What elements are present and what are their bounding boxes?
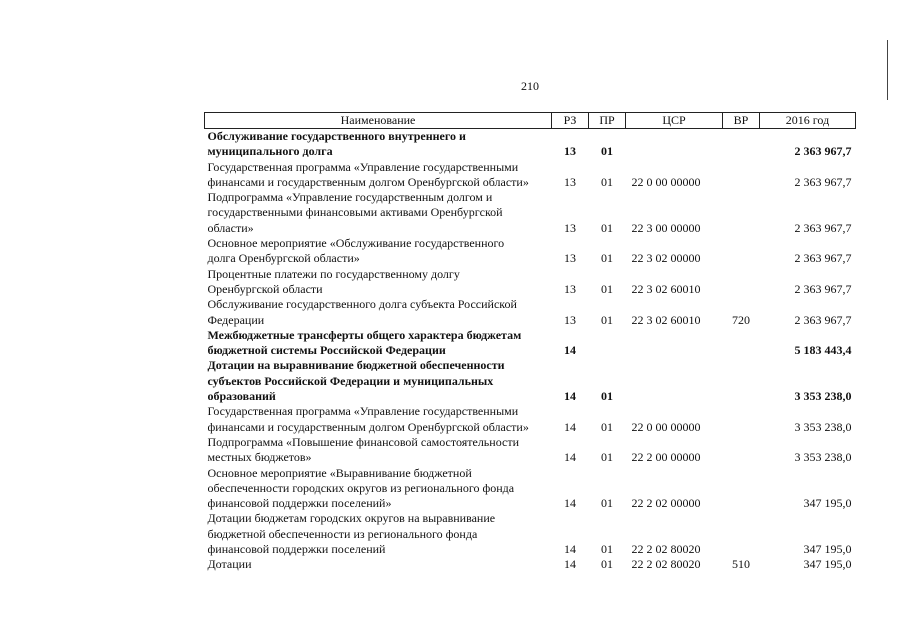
row-name-line: Федерации bbox=[207, 312, 265, 327]
page-number: 210 bbox=[521, 79, 539, 93]
row-vr bbox=[723, 404, 760, 435]
row-name-line: Обслуживание государственного долга субъекта Российской bbox=[207, 297, 517, 312]
row-name bbox=[205, 297, 552, 328]
row-csr: 22 3 02 00000 bbox=[631, 251, 701, 266]
row-vr bbox=[723, 160, 760, 191]
row-name-line: Государственная программа «Управление государственными bbox=[207, 404, 519, 419]
row-name-line: бюджетной обеспеченности из регионального фонда bbox=[207, 526, 478, 541]
row-pr: 01 bbox=[601, 251, 613, 266]
row-csr: 22 2 00 00000 bbox=[631, 450, 701, 465]
row-pr: 01 bbox=[601, 144, 613, 159]
row-vr: 720 bbox=[732, 312, 750, 327]
row-csr bbox=[626, 328, 723, 359]
row-amount: 5 183 443,4 bbox=[794, 343, 852, 358]
row-pr: 01 bbox=[601, 557, 613, 572]
row-name bbox=[205, 404, 552, 435]
row-name-line: Подпрограмма «Управление государственным долгом и bbox=[207, 190, 493, 205]
row-vr bbox=[723, 190, 760, 236]
row-name bbox=[205, 190, 552, 236]
row-name-line: государственными финансовыми активами Оренбургской bbox=[207, 205, 503, 220]
row-rz: 14 bbox=[564, 343, 576, 358]
row-csr: 22 2 02 80020 bbox=[631, 557, 701, 572]
row-amount: 2 363 967,7 bbox=[794, 220, 852, 235]
row-name-line: долга Оренбургской области» bbox=[207, 251, 360, 266]
row-name bbox=[205, 557, 552, 572]
row-amount: 2 363 967,7 bbox=[794, 281, 852, 296]
row-name bbox=[205, 236, 552, 267]
table-row bbox=[205, 404, 856, 435]
table-row bbox=[205, 160, 856, 191]
row-rz: 14 bbox=[564, 389, 576, 404]
row-name-line: Дотации бюджетам городских округов на выравнивание bbox=[207, 511, 496, 526]
table-row bbox=[205, 267, 856, 298]
row-csr: 22 3 02 60010 bbox=[631, 281, 701, 296]
row-vr bbox=[723, 236, 760, 267]
row-name-line: области» bbox=[207, 220, 254, 235]
row-amount: 2 363 967,7 bbox=[794, 251, 852, 266]
row-name-line: Межбюджетные трансферты общего характера бюджетам bbox=[207, 327, 522, 342]
row-name-line: Дотации на выравнивание бюджетной обеспеченности bbox=[207, 358, 505, 373]
row-vr bbox=[723, 129, 760, 160]
row-amount: 2 363 967,7 bbox=[794, 174, 852, 189]
row-rz: 13 bbox=[564, 312, 576, 327]
row-name-line: образований bbox=[207, 389, 276, 404]
row-pr: 01 bbox=[601, 419, 613, 434]
row-vr bbox=[723, 435, 760, 466]
row-vr bbox=[723, 267, 760, 298]
row-name bbox=[205, 511, 552, 557]
table-row bbox=[205, 328, 856, 359]
page-edge-line bbox=[887, 40, 888, 100]
row-amount: 347 195,0 bbox=[803, 496, 852, 511]
row-name bbox=[205, 358, 552, 404]
row-csr: 22 2 02 00000 bbox=[631, 496, 701, 511]
table-body bbox=[205, 129, 856, 573]
header-year: 2016 год bbox=[760, 113, 856, 129]
row-name-line: Основное мероприятие «Выравнивание бюджетной bbox=[207, 465, 472, 480]
table-row bbox=[205, 435, 856, 466]
row-pr: 01 bbox=[601, 281, 613, 296]
table-header-row bbox=[205, 113, 856, 129]
row-name-line: Подпрограмма «Повышение финансовой самостоятельности bbox=[207, 434, 519, 449]
row-rz: 14 bbox=[564, 419, 576, 434]
table-row bbox=[205, 557, 856, 572]
row-name bbox=[205, 328, 552, 359]
row-amount: 2 363 967,7 bbox=[794, 144, 852, 159]
row-csr bbox=[626, 358, 723, 404]
table-row bbox=[205, 190, 856, 236]
header-name: Наименование bbox=[205, 113, 552, 129]
row-pr: 01 bbox=[601, 389, 613, 404]
row-name bbox=[205, 435, 552, 466]
row-name-line: финансами и государственным долгом Оренбургской области» bbox=[207, 174, 529, 189]
row-name bbox=[205, 160, 552, 191]
header-pr: ПР bbox=[589, 113, 626, 129]
row-name-line: Обслуживание государственного внутреннего и bbox=[207, 129, 466, 143]
header-rz: РЗ bbox=[552, 113, 589, 129]
row-name-line: местных бюджетов» bbox=[207, 450, 312, 465]
row-amount: 3 353 238,0 bbox=[794, 450, 852, 465]
row-name bbox=[205, 267, 552, 298]
row-vr bbox=[723, 358, 760, 404]
row-name-line: обеспеченности городских округов из регионального фонда bbox=[207, 480, 515, 495]
table-row bbox=[205, 297, 856, 328]
row-vr bbox=[723, 511, 760, 557]
row-amount: 2 363 967,7 bbox=[794, 312, 852, 327]
row-pr: 01 bbox=[601, 312, 613, 327]
row-rz: 14 bbox=[564, 542, 576, 557]
row-amount: 347 195,0 bbox=[803, 557, 852, 572]
row-csr: 22 0 00 00000 bbox=[631, 419, 701, 434]
header-vr: ВР bbox=[723, 113, 760, 129]
row-name-line: Оренбургской области bbox=[207, 281, 323, 296]
row-rz: 13 bbox=[564, 281, 576, 296]
row-rz: 13 bbox=[564, 251, 576, 266]
row-amount: 3 353 238,0 bbox=[794, 419, 852, 434]
row-name bbox=[205, 129, 552, 160]
row-name-line: Государственная программа «Управление государственными bbox=[207, 159, 519, 174]
row-pr: 01 bbox=[601, 542, 613, 557]
row-amount: 3 353 238,0 bbox=[794, 389, 852, 404]
header-csr: ЦСР bbox=[626, 113, 723, 129]
row-name-line: Дотации bbox=[207, 557, 252, 572]
table-row bbox=[205, 236, 856, 267]
table-row bbox=[205, 129, 856, 160]
row-name-line: субъектов Российской Федерации и муниципальных bbox=[207, 373, 494, 388]
row-pr: 01 bbox=[601, 496, 613, 511]
row-csr: 22 3 00 00000 bbox=[631, 220, 701, 235]
row-rz: 14 bbox=[564, 557, 576, 572]
row-vr bbox=[723, 466, 760, 512]
row-name bbox=[205, 466, 552, 512]
budget-table bbox=[204, 112, 856, 573]
row-name-line: финансами и государственным долгом Оренбургской области» bbox=[207, 419, 529, 434]
row-pr: 01 bbox=[601, 174, 613, 189]
row-pr: 01 bbox=[601, 220, 613, 235]
row-name-line: финансовой поддержки поселений» bbox=[207, 496, 392, 511]
row-rz: 14 bbox=[564, 496, 576, 511]
row-csr: 22 3 02 60010 bbox=[631, 312, 701, 327]
table-row bbox=[205, 466, 856, 512]
row-amount: 347 195,0 bbox=[803, 542, 852, 557]
row-name-line: Основное мероприятие «Обслуживание государственного bbox=[207, 236, 505, 251]
row-name-line: Процентные платежи по государственному долгу bbox=[207, 266, 460, 281]
row-csr: 22 2 02 80020 bbox=[631, 542, 701, 557]
row-name-line: финансовой поддержки поселений bbox=[207, 542, 386, 557]
row-csr: 22 0 00 00000 bbox=[631, 174, 701, 189]
row-name-line: муниципального долга bbox=[207, 144, 333, 159]
row-pr: 01 bbox=[601, 450, 613, 465]
table-row bbox=[205, 358, 856, 404]
row-rz: 13 bbox=[564, 174, 576, 189]
row-name-line: бюджетной системы Российской Федерации bbox=[207, 343, 446, 358]
row-csr bbox=[626, 129, 723, 160]
row-vr bbox=[723, 328, 760, 359]
row-rz: 14 bbox=[564, 450, 576, 465]
row-rz: 13 bbox=[564, 144, 576, 159]
row-rz: 13 bbox=[564, 220, 576, 235]
table-row bbox=[205, 511, 856, 557]
row-pr bbox=[589, 328, 626, 359]
row-vr: 510 bbox=[732, 557, 750, 572]
